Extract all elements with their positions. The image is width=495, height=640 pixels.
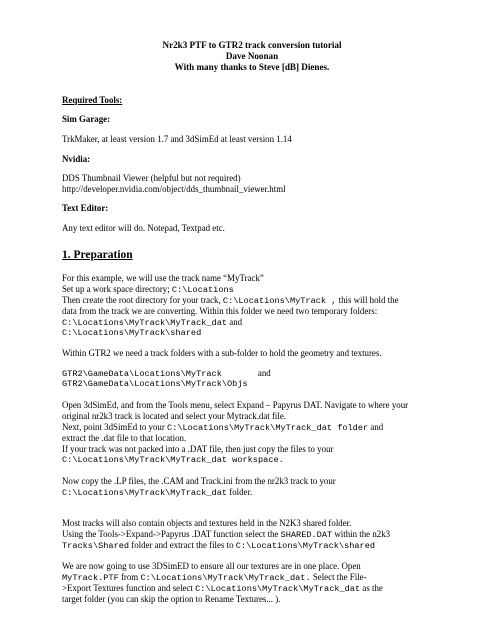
code-span: C:\Locations\MyTrack\MyTrack_dat [62,488,228,498]
document-page [62,0,482,640]
text-span: from [118,572,141,582]
code-span: C:\Locations [171,285,234,295]
p1-line4: data from the track we are converting. Within this folder we need two temporary folders: [62,306,378,316]
p1-line6: C:\Locations\MyTrack\shared [62,328,202,338]
p5-line1: Now copy the .LP files, the .CAM and Track.ini from the nr2k3 track to your [62,476,336,486]
p7-line4: target folder (you can skip the option to Rename Textures... ). [62,594,281,604]
text-span: Using the Tools->Expand->Papyrus .DAT function select the [62,529,281,539]
text-span: Next, point 3dSimEd to your [62,422,168,432]
text-span: >Export Textures function and select [62,583,196,593]
nvidia-heading: Nvidia: [62,154,91,164]
text-span: this will hold the [336,295,399,305]
code-span: C:\Locations\MyTrack\MyTrack_dat folder [167,423,369,433]
nvidia-line1: DDS Thumbnail Viewer (helpful but not required) [62,173,241,183]
text-span: folder. [227,487,253,497]
text-span: and [257,368,271,378]
nvidia-link[interactable]: http://developer.nvidia.com/object/dds_thumbnail_viewer.html [62,184,286,194]
code-span: SHARED.DAT [280,530,333,540]
text-span: as the [360,583,383,593]
doc-author: Dave Noonan [225,51,279,61]
sim-garage-text: TrkMaker, at least version 1.7 and 3dSimEd at least version 1.14 [62,134,292,144]
p5-line2 [62,487,252,499]
required-tools-heading: Required Tools: [62,95,123,105]
code-span: MyTrack.PTF [62,573,119,583]
text-span: Set up a work space directory; [62,284,172,294]
p4-line1: Open 3dSimEd, and from the Tools menu, select Expand – Papyrus DAT. Navigate to where your [62,400,409,410]
doc-thanks: With many thanks to Steve [dB] Dienes. [174,62,330,72]
p6-line1: Most tracks will also contain objects and textures held in the N2K3 shared folder. [62,518,352,528]
doc-title: Nr2k3 PTF to GTR2 track conversion tutorial [162,40,342,50]
p3-line2: GTR2\GameData\Locations\MyTrack\Objs [62,379,248,389]
p6-line3 [62,540,375,552]
p1-line1: For this example, we will use the track name “MyTrack” [62,273,264,283]
text-span: and [368,422,384,432]
text-editor-heading: Text Editor: [62,203,109,213]
code-span: Tracks\Shared [62,541,130,551]
p4-line4: extract the .dat file to that location. [62,433,187,443]
p2-text: Within GTR2 we need a track folders with a sub-folder to hold the geometry and textures. [62,348,382,358]
text-span: folder and extract the files to [129,540,236,550]
text-editor-text: Any text editor will do. Notepad, Textpad etc. [62,223,225,233]
sim-garage-heading: Sim Garage: [62,114,111,124]
code-span: C:\Locations\MyTrack\MyTrack_dat [62,318,228,328]
code-span: C:\Locations\MyTrack\MyTrack_dat [195,584,361,594]
text-span: and [227,317,243,327]
code-span: C:\Locations\MyTrack\MyTrack_dat. [140,573,311,583]
p4-line2: original nr2k3 track is located and select your Mytrack.dat file. [62,411,287,421]
p4-line5: If your track was not packed into a .DAT file, then just copy the files to your [62,444,334,454]
p4-line6: C:\Locations\MyTrack\MyTrack_dat workspace. [62,455,284,465]
code-span: C:\Locations\MyTrack , [222,296,337,306]
text-span: Select the File- [310,572,367,582]
code-span: GTR2\GameData\Locations\MyTrack [62,369,222,379]
text-span: within the n2k3 [332,529,391,539]
text-span: Then create the root directory for your track, [62,295,223,305]
p7-line1: We are now going to use 3DSimED to ensure all our textures are in one place. Open [62,561,361,571]
section1-heading: 1. Preparation [62,249,133,261]
code-span: C:\Locations\MyTrack\shared [235,541,376,551]
